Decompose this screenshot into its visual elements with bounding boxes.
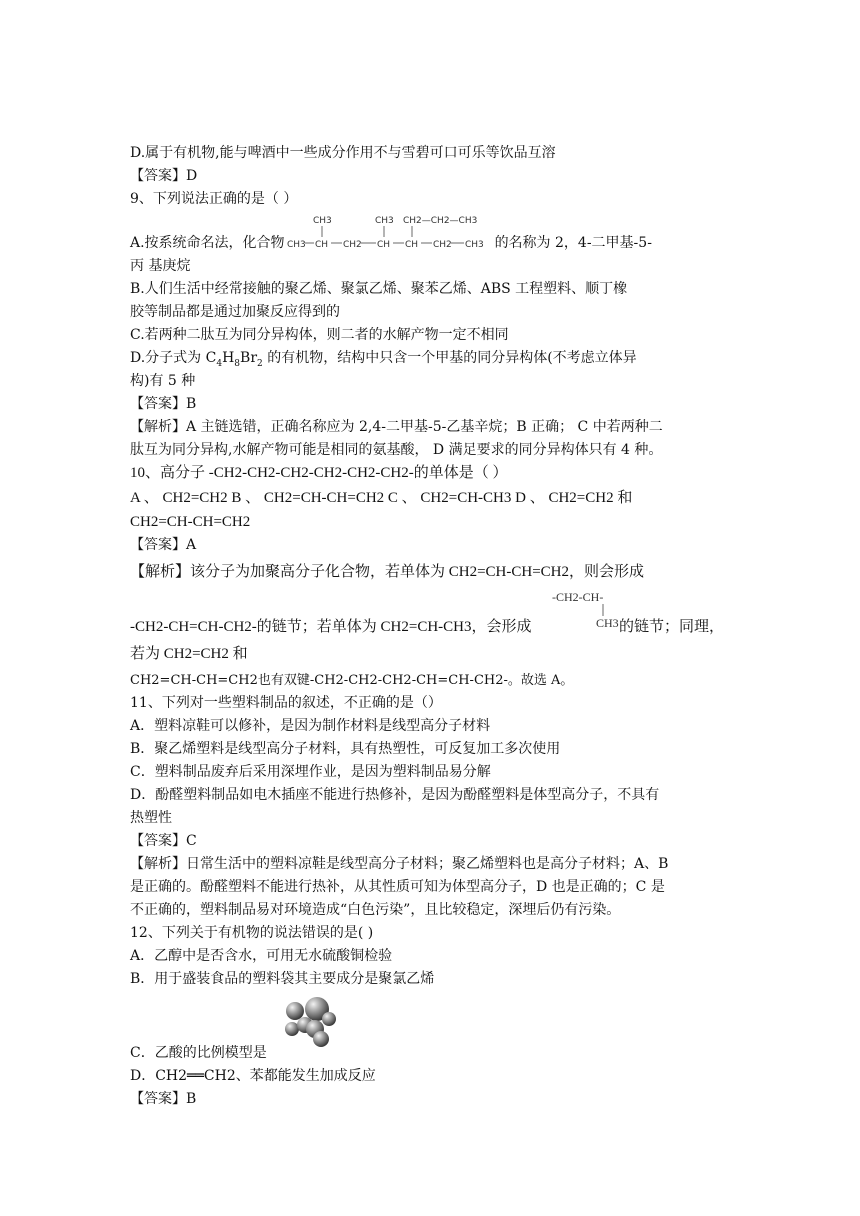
- repeat-unit-structure: [550, 587, 630, 635]
- document-page: [130, 142, 730, 1111]
- q11-option-c: C．塑料制品废弃后采用深埋作业，是因为塑料制品易分解: [130, 764, 491, 780]
- q9-structure-formula: [285, 213, 495, 253]
- struct-ch-1: CH: [314, 240, 328, 250]
- q9-option-a-continued: 丙 基庚烷: [130, 258, 191, 274]
- q10-options: A 、 CH2=CH2 B 、 CH2=CH-CH=CH2 C 、 CH2=CH-CH3 D 、 CH2=CH2 和: [130, 490, 633, 506]
- q11-option-a: A．塑料凉鞋可以修补，是因为制作材料是线型高分子材料: [130, 718, 491, 734]
- q9-option-c: C.若两种二肽互为同分异构体，则二者的水解产物一定不相同: [130, 327, 509, 343]
- q12-option-a: A．乙醇中是否含水，可用无水硫酸铜检验: [130, 948, 393, 964]
- struct-ch-3: CH: [404, 240, 418, 250]
- q11-option-d-line1: D．酚醛塑料制品如电木插座不能进行热修补，是因为酚醛塑料是体型高分子，不具有: [130, 787, 660, 803]
- q10-stem: 10、高分子 -CH2-CH2-CH2-CH2-CH2-CH2-的单体是（ ）: [130, 465, 508, 481]
- q9-option-a-line: [130, 211, 730, 255]
- struct-ch-2: CH: [376, 240, 390, 250]
- q11-option-d-line2: 热塑性: [130, 810, 172, 826]
- q10-explanation-line2: -CH2-CH=CH-CH2-的链节；若单体为 CH2=CH-CH3，会形成 的链节；同理， -CH2-CH- CH3: [130, 587, 730, 639]
- repeat-unit-top: -CH2-CH-: [552, 590, 604, 604]
- struct-ch2-1: CH2: [342, 240, 362, 250]
- q12-answer: 【答案】B: [130, 1091, 197, 1107]
- q11-explanation-line1: 【解析】日常生活中的塑料凉鞋是线型高分子材料；聚乙烯塑料也是高分子材料；A、B: [130, 856, 669, 872]
- q9-explanation-line2: 肽互为同分异构,水解产物可能是相同的氨基酸， D 满足要求的同分异构体只有 4 种。: [130, 442, 663, 458]
- q9-option-d-line2: 构)有 5 种: [130, 373, 196, 389]
- struct-ch2-2: CH2: [432, 240, 452, 250]
- q11-stem: 11、下列对一些塑料制品的叙述，不正确的是（）: [130, 695, 442, 711]
- q12-option-b: B．用于盛装食品的塑料袋其主要成分是聚氯乙烯: [130, 971, 435, 987]
- q12-option-c-line: C．乙酸的比例模型是: [130, 991, 730, 1065]
- q9-answer: 【答案】B: [130, 396, 197, 412]
- q11-answer: 【答案】C: [130, 833, 197, 849]
- q9-stem: 9、下列说法正确的是（ ）: [130, 191, 298, 207]
- struct-ch3-4: CH3: [464, 240, 484, 250]
- q11-explanation-line2: 是正确的。酚醛塑料不能进行热补，从其性质可知为体型高分子，D 也是正确的；C 是: [130, 879, 665, 895]
- q12-option-d: D．CH2══CH2、苯都能发生加成反应: [130, 1068, 376, 1084]
- q8-answer: 【答案】D: [130, 168, 198, 184]
- struct-ch3-1: CH3: [312, 216, 332, 226]
- struct-ch3-3: CH3: [286, 240, 306, 250]
- q9-explanation-line1: 【解析】A 主链选错，正确名称应为 2,4-二甲基-5-乙基辛烷；B 正确； C 中若两种二: [130, 419, 663, 435]
- q9-option-b-line2: 胶等制品都是通过加聚反应得到的: [130, 304, 340, 320]
- q9-option-a-prefix: A.按系统命名法，化合物: [130, 235, 285, 251]
- struct-chain-top: CH2—CH2—CH3: [402, 216, 477, 226]
- struct-ch3-2: CH3: [374, 216, 394, 226]
- acetic-acid-model-icon: [283, 995, 339, 1049]
- q11-option-b: B．聚乙烯塑料是线型高分子材料，具有热塑性，可反复加工多次使用: [130, 741, 561, 757]
- q10-explanation-line3: 若为 CH2=CH2 和: [130, 646, 248, 662]
- q9-option-b-line1: B.人们生活中经常接触的聚乙烯、聚氯乙烯、聚苯乙烯、ABS 工程塑料、顺丁橡: [130, 281, 628, 297]
- q10-explanation-line1: 【解析】该分子为加聚高分子化合物，若单体为 CH2=CH-CH=CH2，则会形成: [130, 564, 645, 580]
- q12-stem: 12、下列关于有机物的说法错误的是( ): [130, 925, 374, 941]
- q9-option-a-suffix: 的名称为 2，4-二甲基-5-: [494, 235, 652, 251]
- q9-option-d-line1: D.分子式为 $C_4H_8Br_2$ 的有机物，结构中只含一个甲基的同分异构体(不考虑立体异: [130, 350, 637, 369]
- repeat-unit-bottom: CH3: [596, 616, 619, 630]
- q10-explanation-line4: CH2=CH-CH=CH2也有双键-CH2-CH2-CH2-CH=CH-CH2-。故选 A。: [130, 673, 574, 688]
- q10-answer: 【答案】A: [130, 537, 197, 553]
- q10-options-continued: CH2=CH-CH=CH2: [130, 514, 251, 530]
- q11-explanation-line3: 不正确的，塑料制品易对环境造成“白色污染”，且比较稳定，深埋后仍有污染。: [130, 902, 621, 918]
- q8-option-d: D.属于有机物,能与啤酒中一些成分作用不与雪碧可口可乐等饮品互溶: [130, 145, 556, 161]
